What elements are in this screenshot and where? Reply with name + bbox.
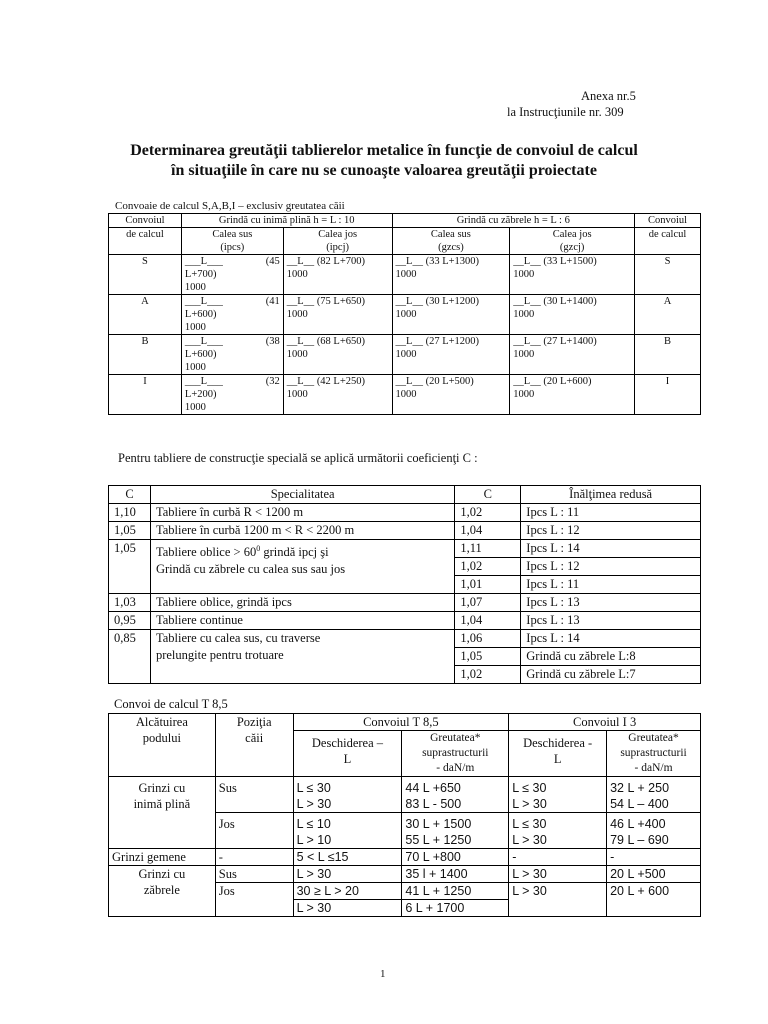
spec-cell: Tabliere în curbă R < 1200 m <box>150 504 454 522</box>
ipcs-cell: ___L___ (32 L+200) 1000 <box>181 375 283 415</box>
c2-cell: 1,05 <box>455 648 521 666</box>
gzcs-cell: __L__ (27 L+1200) 1000 <box>392 335 510 375</box>
c-cell: 1,10 <box>109 504 151 522</box>
t85-table <box>108 713 701 917</box>
page-title-line1: Determinarea greutăţii tablierelor metalice în funcţie de convoiul de calcul <box>130 142 638 159</box>
spec-cell: Tabliere în curbă 1200 m < R < 2200 m <box>150 522 454 540</box>
height-cell: Ipcs L : 13 <box>521 612 701 630</box>
c2-cell: 1,07 <box>455 594 521 612</box>
convoi-cell-right: S <box>635 255 701 295</box>
col-header-i3: Convoiul I 3 <box>509 714 701 731</box>
col-header-inaltime: Înălţimea redusă <box>521 486 701 504</box>
greutate-cell: 20 L + 600 <box>607 883 701 917</box>
gzcj-cell: __L__ (27 L+1400) 1000 <box>510 335 635 375</box>
greutate-cell: 41 L + 1250 <box>402 883 509 900</box>
alcatuire-cell: Grinzi gemene <box>109 849 216 866</box>
greutate-cell: 32 L + 250 54 L – 400 <box>607 777 701 813</box>
c2-cell: 1,02 <box>455 666 521 684</box>
height-cell: Ipcs L : 14 <box>521 630 701 648</box>
convoi-cell: A <box>109 295 182 335</box>
page-number: 1 <box>380 968 386 980</box>
deschidere-cell: L > 30 <box>293 866 402 883</box>
greutate-cell: 30 L + 1500 55 L + 1250 <box>402 813 509 849</box>
col-header-deschidere-t85: Deschiderea – L <box>293 731 402 777</box>
table-row <box>109 335 701 375</box>
deschidere-cell: - <box>509 849 607 866</box>
greutate-cell: - <box>607 849 701 866</box>
greutate-cell: 6 L + 1700 <box>402 900 509 917</box>
deschidere-cell: L ≤ 10 L > 10 <box>293 813 402 849</box>
height-cell: Ipcs L : 12 <box>521 522 701 540</box>
c-cell: 0,95 <box>109 612 151 630</box>
height-cell: Ipcs L : 13 <box>521 594 701 612</box>
annex-label: Anexa nr.5 <box>581 89 636 103</box>
ipcj-cell: __L__ (75 L+650) 1000 <box>283 295 392 335</box>
col-header-c2: C <box>455 486 521 504</box>
pozitie-cell: - <box>215 849 293 866</box>
convoi-cell-right: B <box>635 335 701 375</box>
table-row <box>109 630 701 648</box>
deschidere-cell: L > 30 <box>509 866 607 883</box>
gzcj-cell: __L__ (30 L+1400) 1000 <box>510 295 635 335</box>
c-cell: 1,05 <box>109 540 151 594</box>
c-cell: 0,85 <box>109 630 151 684</box>
ipcs-cell: ___L___ (41 L+600) 1000 <box>181 295 283 335</box>
ipcs-cell: ___L___ (45 L+700) 1000 <box>181 255 283 295</box>
table-row <box>109 594 701 612</box>
col-header-t85: Convoiul T 8,5 <box>293 714 509 731</box>
spec-cell: Tabliere oblice > $60^0$ grindă ipcj şi Grindă cu zăbrele cu calea sus sau jos <box>150 540 454 594</box>
convoi-cell-right: I <box>635 375 701 415</box>
pozitie-cell: Sus <box>215 866 293 883</box>
weights-table <box>108 213 701 415</box>
deschidere-cell: L > 30 <box>509 883 607 917</box>
pozitie-cell: Jos <box>215 813 293 849</box>
spec-cell: Tabliere continue <box>150 612 454 630</box>
deschidere-cell: L ≤ 30 L > 30 <box>509 813 607 849</box>
greutate-cell: 35 l + 1400 <box>402 866 509 883</box>
col-header-grinda-plina: Grindă cu inimă plină h = L : 10 <box>181 214 392 228</box>
col-header-convoi-sub: de calcul <box>109 228 182 255</box>
table-row <box>109 375 701 415</box>
ipcs-cell: ___L___ (38 L+600) 1000 <box>181 335 283 375</box>
pozitie-cell: Sus <box>215 777 293 813</box>
spec-cell: Tabliere oblice, grindă ipcs <box>150 594 454 612</box>
greutate-cell: 20 L +500 <box>607 866 701 883</box>
gzcs-cell: __L__ (20 L+500) 1000 <box>392 375 510 415</box>
col-header-gzcj: Calea jos (gzcj) <box>510 228 635 255</box>
col-header-pozitia: Poziţia căii <box>215 714 293 777</box>
table-row <box>109 849 701 866</box>
height-cell: Grindă cu zăbrele L:8 <box>521 648 701 666</box>
deschidere-cell: 30 ≥ L > 20 <box>293 883 402 900</box>
table-row <box>109 540 701 558</box>
table-row <box>109 777 701 813</box>
c-cell: 1,03 <box>109 594 151 612</box>
height-cell: Ipcs L : 12 <box>521 558 701 576</box>
ipcj-cell: __L__ (82 L+700) 1000 <box>283 255 392 295</box>
ipcj-cell: __L__ (42 L+250) 1000 <box>283 375 392 415</box>
greutate-cell: 70 L +800 <box>402 849 509 866</box>
pozitie-cell: Jos <box>215 883 293 917</box>
col-header-deschidere-i3: Deschiderea - L <box>509 731 607 777</box>
alcatuire-cell: Grinzi cu inimă plină <box>109 777 216 849</box>
table-row <box>109 504 701 522</box>
gzcj-cell: __L__ (33 L+1500) 1000 <box>510 255 635 295</box>
table1-caption: Convoaie de calcul S,A,B,I – exclusiv greutatea căii <box>115 200 345 212</box>
c2-cell: 1,06 <box>455 630 521 648</box>
col-header-grinda-zabrele: Grindă cu zăbrele h = L : 6 <box>392 214 634 228</box>
convoi-cell: S <box>109 255 182 295</box>
col-header-convoi: Convoiul <box>109 214 182 228</box>
col-header-ipcs: Calea sus (ipcs) <box>181 228 283 255</box>
greutate-cell: 46 L +400 79 L – 690 <box>607 813 701 849</box>
coefficients-table <box>108 485 701 684</box>
height-cell: Ipcs L : 11 <box>521 504 701 522</box>
c2-cell: 1,02 <box>455 558 521 576</box>
col-header-greutate-i3: Greutatea* suprastructurii - daN/m <box>607 731 701 777</box>
convoi-cell-right: A <box>635 295 701 335</box>
col-header-convoi-right: Convoiul <box>635 214 701 228</box>
table3-caption: Convoi de calcul T 8,5 <box>114 697 228 711</box>
table-row <box>109 255 701 295</box>
table-row <box>109 612 701 630</box>
col-header-alcatuirea: Alcătuirea podului <box>109 714 216 777</box>
col-header-ipcj: Calea jos (ipcj) <box>283 228 392 255</box>
col-header-greutate-t85: Greutatea* suprastructurii - daN/m <box>402 731 509 777</box>
ipcj-cell: __L__ (68 L+650) 1000 <box>283 335 392 375</box>
table-row <box>109 866 701 883</box>
gzcs-cell: __L__ (33 L+1300) 1000 <box>392 255 510 295</box>
c-cell: 1,05 <box>109 522 151 540</box>
col-header-convoi-right-sub: de calcul <box>635 228 701 255</box>
convoi-cell: I <box>109 375 182 415</box>
c2-cell: 1,04 <box>455 522 521 540</box>
instruction-label: la Instrucţiunile nr. 309 <box>507 105 624 119</box>
c2-cell: 1,04 <box>455 612 521 630</box>
gzcs-cell: __L__ (30 L+1200) 1000 <box>392 295 510 335</box>
height-cell: Ipcs L : 11 <box>521 576 701 594</box>
deschidere-cell: L ≤ 30 L > 30 <box>293 777 402 813</box>
col-header-gzcs: Calea sus (gzcs) <box>392 228 510 255</box>
gzcj-cell: __L__ (20 L+600) 1000 <box>510 375 635 415</box>
height-cell: Ipcs L : 14 <box>521 540 701 558</box>
table-row <box>109 522 701 540</box>
col-header-specialitatea: Specialitatea <box>150 486 454 504</box>
alcatuire-cell: Grinzi cu zăbrele <box>109 866 216 917</box>
c2-cell: 1,11 <box>455 540 521 558</box>
convoi-cell: B <box>109 335 182 375</box>
deschidere-cell: L ≤ 30 L > 30 <box>509 777 607 813</box>
col-header-c: C <box>109 486 151 504</box>
table2-caption: Pentru tabliere de construcţie specială se aplică următorii coeficienţi C : <box>118 451 478 465</box>
page-title-line2: în situaţiile în care nu se cunoaşte valoarea greutăţii proiectate <box>171 162 597 179</box>
deschidere-cell: 5 < L ≤15 <box>293 849 402 866</box>
table-row <box>109 295 701 335</box>
c2-cell: 1,01 <box>455 576 521 594</box>
deschidere-cell: L > 30 <box>293 900 402 917</box>
c2-cell: 1,02 <box>455 504 521 522</box>
greutate-cell: 44 L +650 83 L - 500 <box>402 777 509 813</box>
height-cell: Grindă cu zăbrele L:7 <box>521 666 701 684</box>
spec-cell: Tabliere cu calea sus, cu traverse prelungite pentru trotuare <box>150 630 454 684</box>
